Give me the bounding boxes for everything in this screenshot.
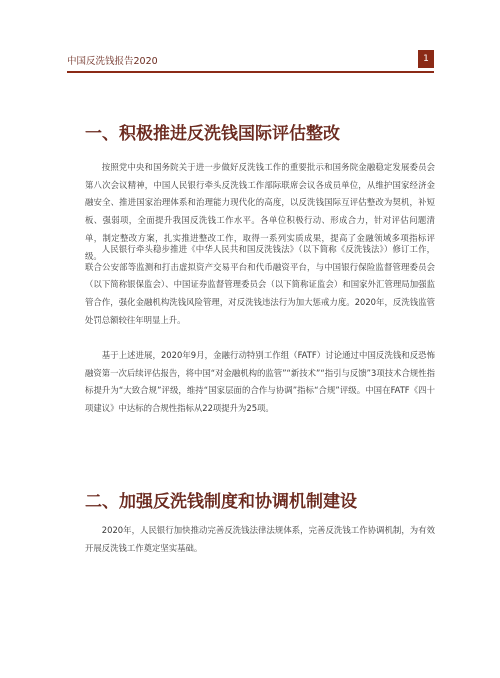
report-title: 中国反洗钱报告2020 xyxy=(67,56,158,67)
section-1-paragraph-2: 人民银行牵头稳步推进《中华人民共和国反洗钱法》（以下简称《反洗钱法》）修订工作，联合公安部等监测和打击虚拟资产交易平台和代币融资平台，与中国银行保险监督管理委员会（以下简称银保监会）、中国证券监督管理委员会（以下简称证监会）和国家外汇管理局加强监管合作，强化金融机构洗钱风险管理，对反洗钱违法行为加大惩戒力度。2020年，反洗钱监管处罚总额较往年明显上升。 xyxy=(85,244,435,325)
section-heading-2: 二、加强反洗钱制度和协调机制建设 xyxy=(85,492,357,512)
section-1-paragraph-1: 按照党中央和国务院关于进一步做好反洗钱工作的重要批示和国务院金融稳定发展委员会第八次会议精神，中国人民银行牵头反洗钱工作部际联席会议各成员单位，从维护国家经济金融安全、推进国家治理体系和治理能力现代化的高度，以反洗钱国际互评估整改为契机，补短板、强弱项，全面提升我国反洗钱工作水平。各单位积极行动、形成合力，针对评估问题清单，制定整改方案，扎实推进整改工作，取得一系列实质成果，提高了金融领域多项指标评级。 xyxy=(85,162,435,261)
page-number-badge: 1 xyxy=(418,50,434,68)
section-1-paragraph-3: 基于上述进展，2020年9月，金融行动特别工作组（FATF）讨论通过中国反洗钱和反恐怖融资第一次后续评估报告，将中国“对金融机构的监管”“新技术”“指引与反馈”3项技术合规性指标提升为“大致合规”评级，维持“国家层面的合作与协调”指标“合规”评级。中国在FATF《四十项建议》中达标的合规性指标从22项提升为25项。 xyxy=(85,350,435,414)
page-header xyxy=(67,50,434,70)
section-2-paragraph-1: 2020年，人民银行加快推动完善反洗钱法律法规体系，完善反洗钱工作协调机制，为有效开展反洗钱工作奠定坚实基础。 xyxy=(85,525,435,553)
header-divider xyxy=(67,71,434,73)
section-heading-1: 一、积极推进反洗钱国际评估整改 xyxy=(85,124,340,144)
